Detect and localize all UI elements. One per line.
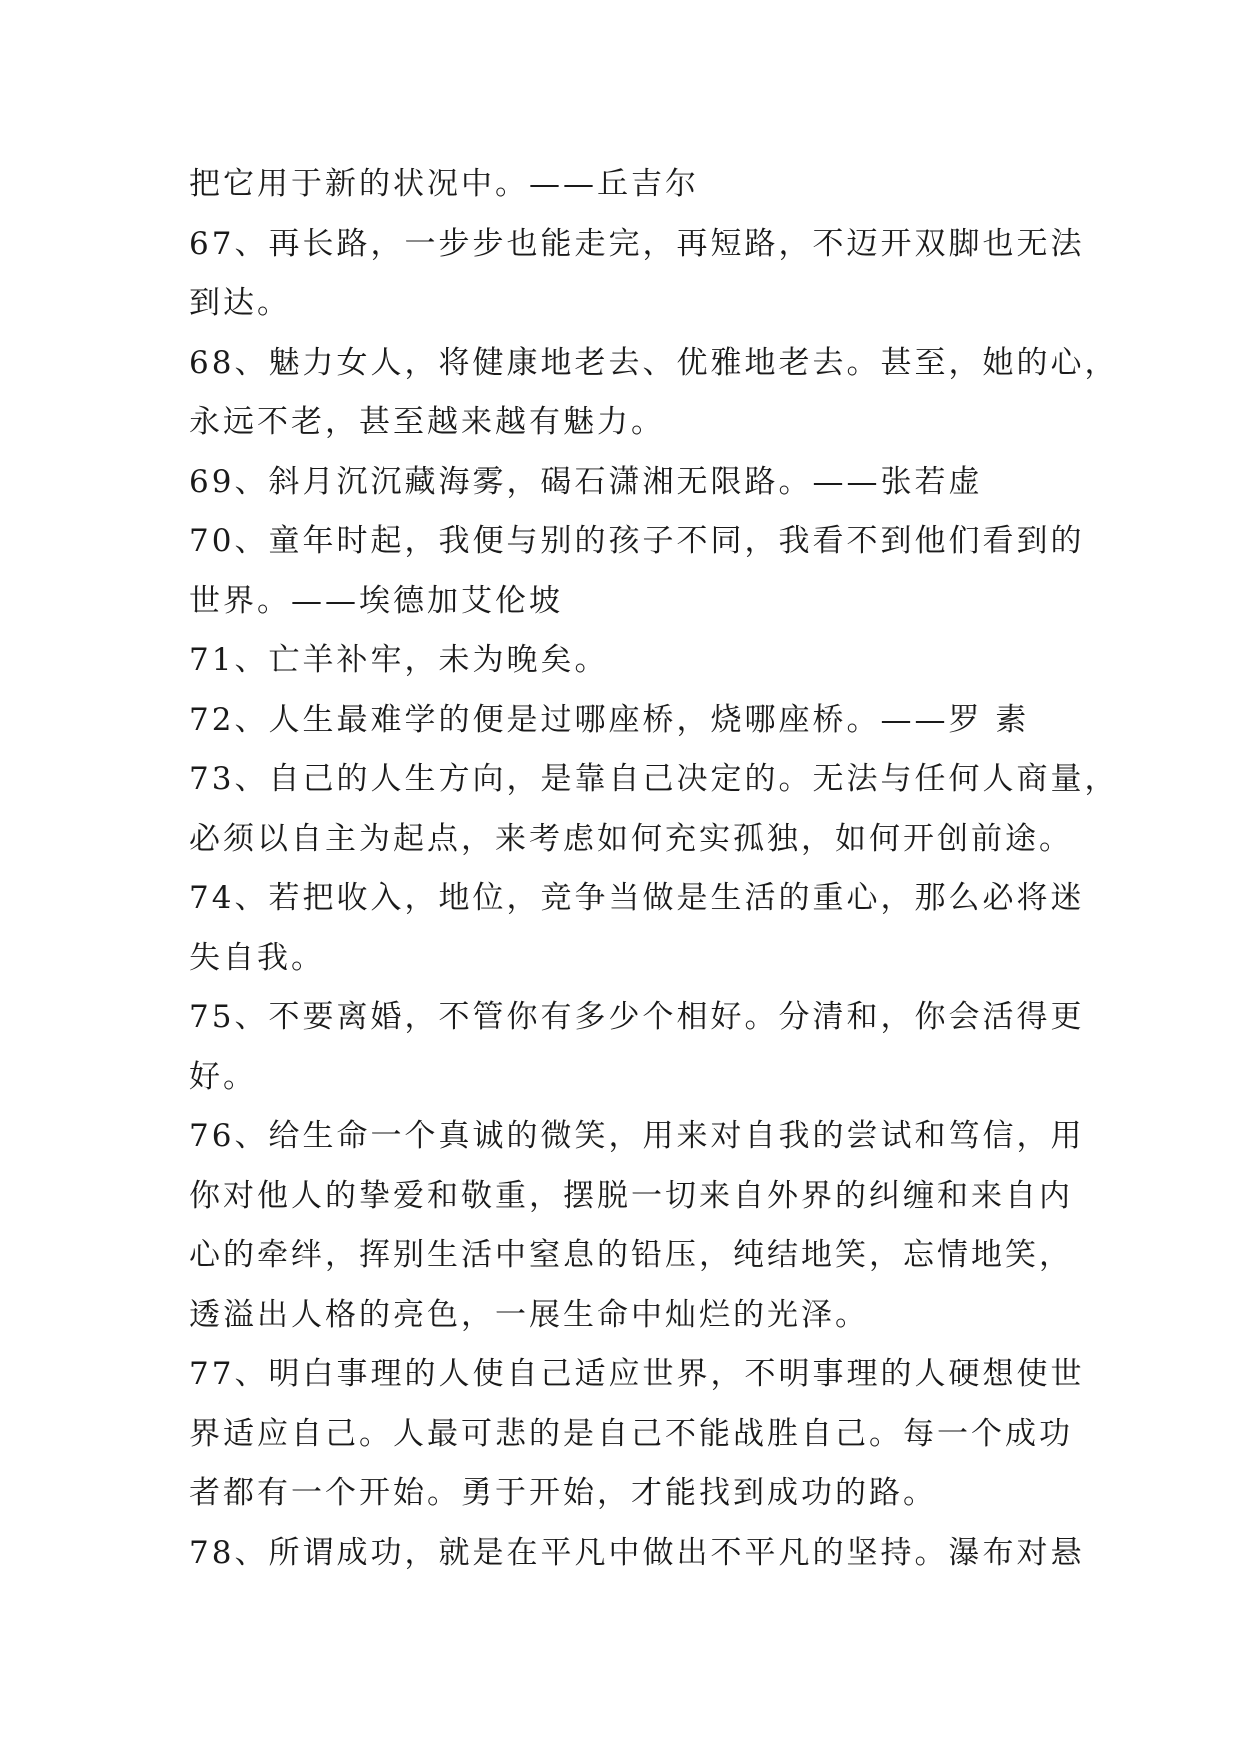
text-line: 70、童年时起，我便与别的孩子不同，我看不到他们看到的 bbox=[189, 523, 1085, 559]
text-line: 世界。——埃德加艾伦坡 bbox=[189, 582, 563, 619]
text-line: 76、给生命一个真诚的微笑，用来对自我的尝试和笃信，用 bbox=[189, 1118, 1085, 1154]
document-text-body bbox=[189, 155, 1119, 1583]
text-line: 到达。 bbox=[189, 285, 291, 321]
text-line: 者都有一个开始。勇于开始，才能找到成功的路。 bbox=[189, 1475, 937, 1511]
text-line: 失自我。 bbox=[189, 939, 325, 976]
text-line: 透溢出人格的亮色，一展生命中灿烂的光泽。 bbox=[189, 1296, 869, 1333]
text-line: 67、再长路，一步步也能走完，再短路，不迈开双脚也无法 bbox=[189, 225, 1085, 262]
text-line: 好。 bbox=[189, 1058, 257, 1095]
text-line: 你对他人的挚爱和敬重，摆脱一切来自外界的纠缠和来自内 bbox=[189, 1177, 1073, 1214]
text-line: 把它用于新的状况中。——丘吉尔 bbox=[189, 166, 699, 202]
text-line: 71、亡羊补牢，未为晚矣。 bbox=[189, 642, 609, 678]
text-line: 73、自己的人生方向，是靠自己决定的。无法与任何人商量， bbox=[189, 761, 1119, 797]
text-line: 74、若把收入，地位，竞争当做是生活的重心，那么必将迷 bbox=[189, 880, 1085, 916]
text-line: 69、斜月沉沉藏海雾，碣石潇湘无限路。——张若虚 bbox=[189, 463, 983, 500]
text-line: 永远不老，甚至越来越有魅力。 bbox=[189, 404, 665, 440]
text-line: 心的牵绊，挥别生活中窒息的铅压，纯结地笑，忘情地笑， bbox=[189, 1237, 1073, 1273]
text-line: 68、魅力女人，将健康地老去、优雅地老去。甚至，她的心， bbox=[189, 344, 1119, 381]
text-line: 78、所谓成功，就是在平凡中做出不平凡的坚持。瀑布对悬 bbox=[189, 1534, 1085, 1571]
text-line: 75、不要离婚，不管你有多少个相好。分清和，你会活得更 bbox=[189, 999, 1085, 1035]
text-line: 界适应自己。人最可悲的是自己不能战胜自己。每一个成功 bbox=[189, 1415, 1073, 1452]
text-line: 必须以自主为起点，来考虑如何充实孤独，如何开创前途。 bbox=[189, 820, 1073, 857]
text-line: 72、人生最难学的便是过哪座桥，烧哪座桥。——罗 素 bbox=[189, 701, 1030, 738]
text-line: 77、明白事理的人使自己适应世界，不明事理的人硬想使世 bbox=[189, 1356, 1085, 1392]
